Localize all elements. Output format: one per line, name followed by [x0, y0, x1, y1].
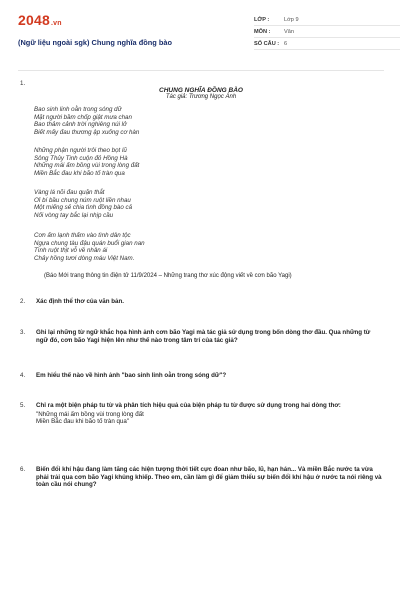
poem-line: Mặt người bầm chốp giật mưa chan — [34, 113, 132, 121]
question-text: Biến đổi khí hậu đang làm tăng các hiện tượng thời tiết cực đoan như bão, lũ, hạn hán... Và miền Bắc nước ta vừa phải trải qua cơn bão Yagi khủng khiếp. Theo em, cần làm gì để giảm thiểu sự biến đổi khí hậu ở nước ta nói riêng và toàn cầu nói chung? — [36, 466, 382, 489]
question-body — [36, 402, 382, 426]
meta-row-class — [254, 14, 400, 26]
logo-suffix: .vn — [50, 20, 62, 27]
question-number: 4. — [20, 372, 26, 379]
page-title: (Ngữ liệu ngoài sgk) Chung nghĩa đồng bào — [18, 38, 172, 47]
question-number: 3. — [20, 329, 26, 336]
question-number: 1. — [20, 80, 26, 87]
poem-line: Sông Thủy Tinh cuộn đỏ Hồng Hà — [34, 154, 128, 162]
question-text: Ghi lại những từ ngữ khắc họa hình ảnh cơn bão Yagi mà tác giả sử dụng trong bốn dòng thơ đầu. Qua những từ ngữ đó, cơn bão Yagi hiện lên như thế nào trong tâm trí của tác giả? — [36, 329, 371, 344]
header — [18, 8, 384, 58]
question-text: Xác định thể thơ của văn bản. — [36, 298, 124, 305]
quoted-line: "Những mái ấm bồng vùi trong lòng đất — [36, 410, 144, 418]
poem-line: Ngựa chung tàu đậu quán buổi gian nan — [34, 239, 145, 247]
question-text: Chỉ ra một biện pháp tu từ và phân tích hiệu quả của biện pháp tu từ được sử dụng trong hai dòng thơ: — [36, 402, 341, 409]
poem-stanza-2 — [34, 147, 139, 177]
poem-stanza-4 — [34, 232, 145, 262]
site-logo[interactable] — [18, 12, 62, 28]
poem-stanza-1 — [34, 106, 139, 136]
poem-line: Những mái ấm bồng vùi trong lòng đất — [34, 162, 140, 170]
poem-stanza-3 — [34, 189, 132, 219]
meta-key: SỐ CÂU : — [254, 40, 280, 47]
meta-table — [254, 14, 400, 50]
poem-line: Vàng lá nõi đau quặn thắt — [34, 189, 105, 196]
meta-key: MÔN : — [254, 28, 271, 35]
meta-value: Lớp 9 — [284, 16, 299, 23]
poem-line: Bao sinh linh oằn trong sóng dữ — [34, 106, 122, 113]
poem-line: Ơi bí bầu chung núm ruột liền nhau — [34, 196, 131, 204]
poem-line: Cơn ấm lạnh thấm vào tình dân tộc — [34, 232, 131, 239]
poem-line: Chảy hồng tươi dòng máu Việt Nam. — [34, 254, 135, 262]
header-divider — [18, 70, 384, 71]
poem-line: Tình ruột thịt vỗ về nhân ái — [34, 247, 108, 255]
logo-text: 2048 — [18, 12, 50, 28]
poem-line: Nối vòng tay bắc lại nhịp cầu — [34, 211, 114, 219]
poem-line: Một miếng sẻ chia tình đồng bào cả — [34, 204, 133, 212]
poem-line: Những phận người trôi theo bọt lũ — [34, 147, 127, 154]
poem-source: (Báo Mới trang thông tin điện tử 11/9/2024 – Những trang thơ xúc động viết về cơn bão Yagi) — [44, 273, 292, 279]
poem-line: Miền Bắc đau khi bão tố tràn qua — [34, 169, 125, 177]
question-number: 6. — [20, 466, 26, 473]
meta-row-count — [254, 38, 400, 50]
meta-value: Văn — [284, 28, 294, 35]
meta-row-subject — [254, 26, 400, 38]
poem-line: Bao thảm cảnh trời nghiêng núi lở — [34, 121, 127, 129]
poem-author: Tác giả: Trương Ngọc Ánh — [165, 94, 237, 100]
question-number: 2. — [20, 298, 26, 305]
meta-key: LỚP : — [254, 16, 270, 23]
question-text: Em hiểu thế nào về hình ảnh "bao sinh linh oằn trong sóng dữ"? — [36, 372, 227, 379]
meta-value: 6 — [284, 40, 288, 47]
poem-title: CHUNG NGHĨA ĐỒNG BÀO — [159, 87, 243, 94]
quoted-line: Miền Bắc đau khi bão tố tràn qua" — [36, 418, 130, 426]
poem-line: Biết mấy đau thương ập xuống cơ hàn — [34, 128, 140, 136]
question-number: 5. — [20, 402, 26, 409]
